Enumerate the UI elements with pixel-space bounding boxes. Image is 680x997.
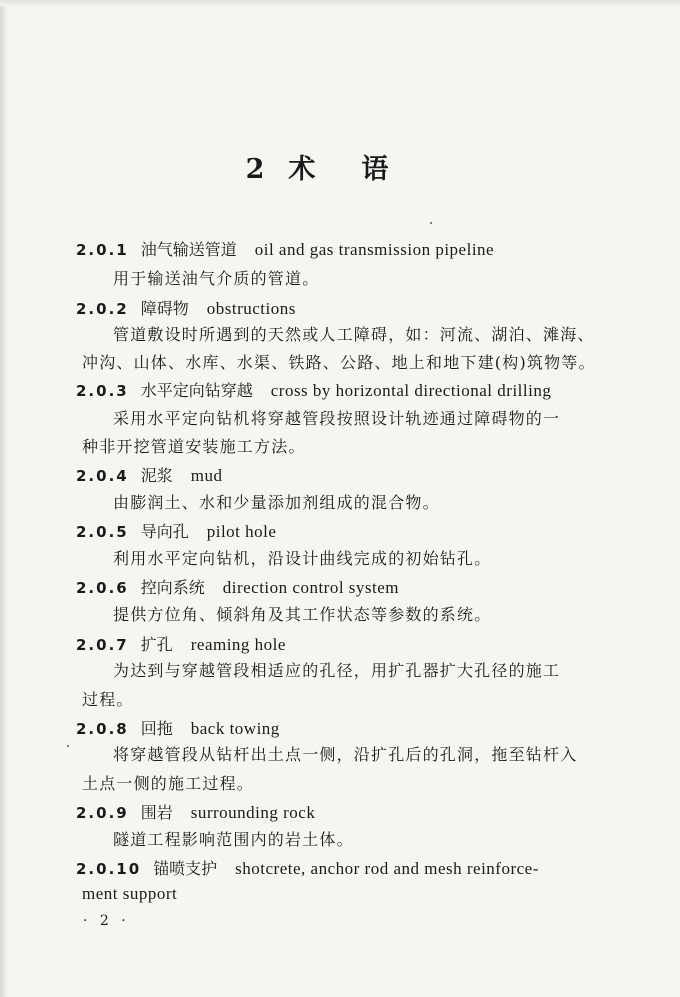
term-code: 2.0.10	[76, 860, 142, 878]
term-definition-line: 采用水平定向钻机将穿越管段按照设计轨迹通过障碍物的一	[113, 409, 561, 428]
term-definition-line: 利用水平定向钻机，沿设计曲线完成的初始钻孔。	[113, 549, 492, 568]
term-code: 2.0.4	[76, 467, 129, 485]
term-chinese: 锚喷支护	[153, 859, 218, 878]
term-code: 2.0.8	[76, 720, 129, 738]
term-definition-line: 提供方位角、倾斜角及其工作状态等参数的系统。	[113, 605, 492, 624]
term-heading	[76, 716, 280, 739]
term-definition-line: 过程。	[82, 690, 134, 709]
term-heading	[76, 800, 315, 823]
term-chinese: 水平定向钻穿越	[140, 381, 253, 400]
term-chinese: 油气输送管道	[140, 240, 237, 259]
term-definition-line: 隧道工程影响范围内的岩土体。	[113, 830, 354, 849]
term-heading	[76, 237, 494, 260]
page-top-shadow	[0, 0, 680, 6]
term-english: direction control system	[222, 578, 400, 597]
chapter-title	[0, 147, 680, 186]
term-english: cross by horizontal directional drilling	[270, 381, 552, 400]
term-code: 2.0.9	[76, 804, 129, 822]
term-code: 2.0.1	[76, 241, 129, 259]
term-english: back towing	[190, 719, 280, 738]
term-english: surrounding rock	[190, 803, 316, 822]
term-heading	[76, 856, 539, 879]
term-definition-line: 土点一侧的施工过程。	[82, 774, 255, 793]
term-definition-line: 由膨润土、水和少量添加剂组成的混合物。	[113, 493, 440, 512]
term-code: 2.0.7	[76, 636, 129, 654]
term-code: 2.0.2	[76, 300, 129, 318]
term-chinese: 障碍物	[140, 299, 189, 318]
term-english: reaming hole	[190, 635, 286, 654]
term-heading	[76, 519, 276, 542]
term-code: 2.0.5	[76, 523, 129, 541]
term-chinese: 泥浆	[140, 466, 173, 485]
term-english: obstructions	[206, 299, 296, 318]
term-english: mud	[190, 466, 223, 485]
term-chinese: 回拖	[140, 719, 173, 738]
paper-speck	[430, 222, 432, 224]
term-english: pilot hole	[206, 522, 277, 541]
term-code: 2.0.3	[76, 382, 129, 400]
term-english: oil and gas transmission pipeline	[254, 240, 495, 259]
term-chinese: 控向系统	[140, 578, 205, 597]
term-definition-line: 种非开挖管道安装施工方法。	[82, 437, 306, 456]
term-heading	[76, 575, 399, 598]
term-chinese: 导向孔	[140, 522, 189, 541]
term-chinese: 围岩	[140, 803, 173, 822]
chapter-number: 2	[245, 154, 267, 185]
term-definition-line: 用于输送油气介质的管道。	[113, 269, 320, 288]
term-code: 2.0.6	[76, 579, 129, 597]
term-heading	[76, 463, 222, 486]
term-definition-line: 将穿越管段从钻杆出土点一侧，沿扩孔后的孔洞，拖至钻杆入	[113, 745, 578, 764]
chapter-title-text: 术语	[288, 154, 435, 185]
term-definition-line: ment support	[82, 884, 178, 903]
term-english: shotcrete, anchor rod and mesh reinforce-	[235, 859, 539, 878]
page-number: · 2 ·	[83, 913, 130, 929]
term-chinese: 扩孔	[140, 635, 173, 654]
term-definition-line: 管道敷设时所遇到的天然或人工障碍，如：河流、湖泊、滩海、	[113, 325, 595, 344]
paper-speck	[67, 745, 69, 747]
term-heading	[76, 632, 286, 655]
term-definition-line: 冲沟、山体、水库、水渠、铁路、公路、地上和地下建(构)筑物等。	[82, 353, 596, 372]
term-heading	[76, 296, 296, 319]
term-definition-line: 为达到与穿越管段相适应的孔径，用扩孔器扩大孔径的施工	[113, 661, 561, 680]
term-heading	[76, 378, 551, 401]
